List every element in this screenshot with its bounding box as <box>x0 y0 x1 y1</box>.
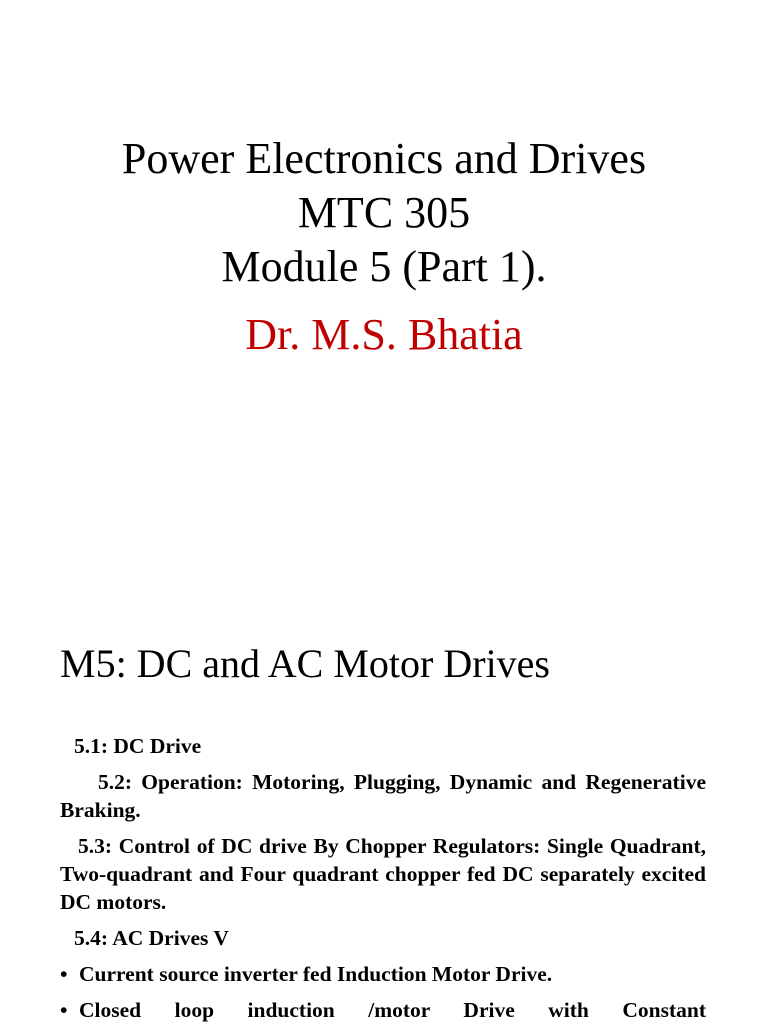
bullet-marker: • <box>60 962 68 986</box>
course-code: MTC 305 <box>297 188 471 237</box>
syllabus-content <box>60 732 706 1024</box>
course-title: Power Electronics and Drives <box>121 134 647 183</box>
syllabus-item-5-3: 5.3: Control of DC drive By Chopper Regulators: Single Quadrant, Two-quadrant and Four quadrant chopper fed DC separately excited DC motors. <box>60 834 706 914</box>
content-slide <box>0 576 768 1024</box>
section-title: M5: DC and AC Motor Drives <box>60 641 550 686</box>
syllabus-item-5-4: 5.4: AC Drives V <box>74 926 229 950</box>
author-name: Dr. M.S. Bhatia <box>245 310 523 359</box>
bullet-item <box>60 960 706 988</box>
bullet-text: Current source inverter fed Induction Motor Drive. <box>79 962 553 986</box>
module-label: Module 5 (Part 1). <box>221 242 547 291</box>
slide-title <box>0 132 768 294</box>
bullet-text: Closed loop induction /motor Drive with Constant <box>79 998 706 1022</box>
bullet-marker: • <box>60 998 68 1022</box>
syllabus-item-5-1: 5.1: DC Drive <box>74 734 202 758</box>
syllabus-item-5-2: 5.2: Operation: Motoring, Plugging, Dynamic and Regenerative Braking. <box>60 770 706 822</box>
bullet-item <box>60 996 706 1024</box>
